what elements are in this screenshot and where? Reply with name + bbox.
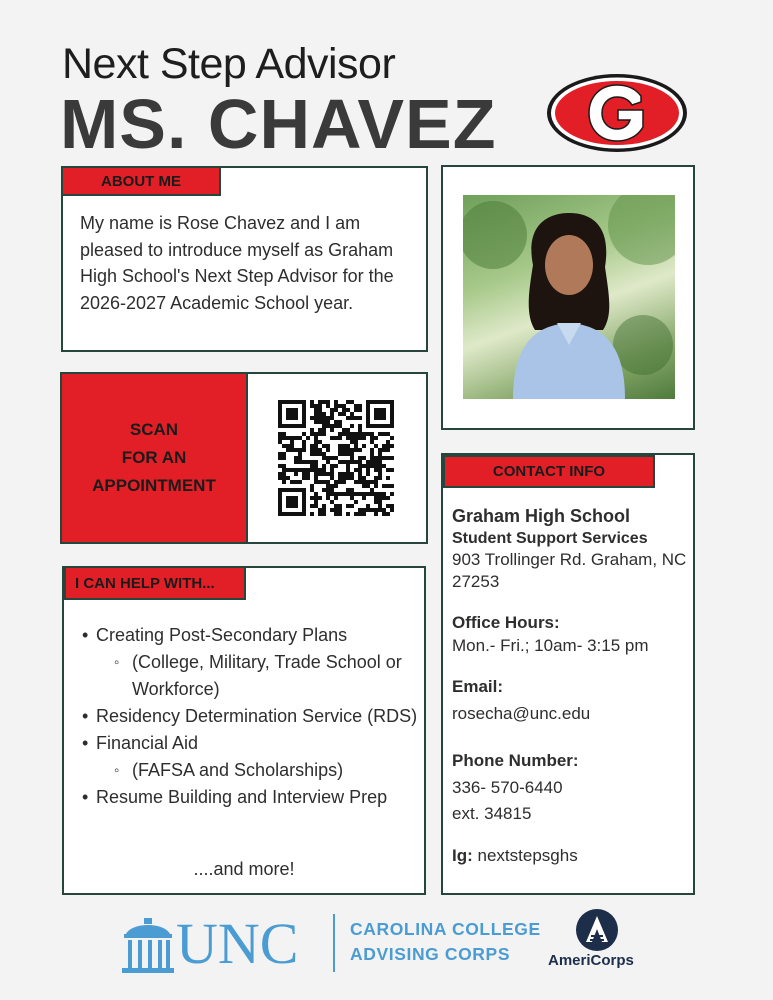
ig-label: Ig: bbox=[452, 846, 473, 865]
contact-department: Student Support Services bbox=[452, 530, 648, 547]
ccac-line-1: CAROLINA COLLEGE bbox=[350, 919, 541, 939]
list-item: ◦ (College, Military, Trade School or Workforce) bbox=[82, 649, 422, 703]
help-more: ....and more! bbox=[193, 859, 295, 879]
contact-details bbox=[452, 505, 692, 867]
americorps-icon bbox=[575, 908, 619, 952]
list-item: • Creating Post-Secondary Plans bbox=[82, 622, 422, 649]
ccac-logo bbox=[350, 917, 541, 967]
scan-line-3: APPOINTMENT bbox=[92, 476, 216, 495]
scan-line-2: FOR AN bbox=[121, 448, 187, 467]
page-title: MS. CHAVEZ bbox=[60, 85, 497, 163]
old-well-icon bbox=[122, 916, 174, 976]
scan-line-1: SCAN bbox=[129, 420, 179, 439]
unc-wordmark: UNC bbox=[176, 911, 299, 976]
photo-panel bbox=[441, 165, 695, 430]
subtitle: Next Step Advisor bbox=[62, 40, 396, 88]
contact-panel bbox=[441, 453, 695, 895]
hours-value: Mon.- Fri.; 10am- 3:15 pm bbox=[452, 636, 649, 655]
unc-logo bbox=[122, 912, 322, 976]
contact-school: Graham High School bbox=[452, 506, 631, 526]
contact-address: 903 Trollinger Rd. Graham, NC 27253 bbox=[452, 550, 687, 591]
email-link[interactable]: rosecha@unc.edu bbox=[452, 704, 591, 723]
about-label: ABOUT ME bbox=[61, 166, 221, 196]
list-item: • Residency Determination Service (RDS) bbox=[82, 703, 422, 730]
phone-label: Phone Number: bbox=[452, 751, 579, 770]
help-label: I CAN HELP WITH... bbox=[64, 566, 246, 600]
phone-ext: ext. 34815 bbox=[452, 804, 532, 823]
instagram-handle[interactable] bbox=[452, 845, 692, 867]
list-item: • Financial Aid bbox=[82, 730, 422, 757]
school-g-logo bbox=[545, 72, 689, 154]
help-list bbox=[82, 622, 422, 811]
advisor-silhouette bbox=[463, 195, 675, 399]
email-label: Email: bbox=[452, 677, 504, 696]
americorps-wordmark: AmeriCorps bbox=[548, 952, 634, 969]
about-text: My name is Rose Chavez and I am pleased to introduce myself as Graham High School's Next Step Advisor for the 2026-2027 Academic School year. bbox=[80, 213, 394, 313]
appointment-qr-code[interactable] bbox=[278, 400, 394, 516]
scan-callout bbox=[62, 374, 248, 542]
help-panel bbox=[62, 566, 426, 895]
phone-number[interactable]: 336- 570-6440 bbox=[452, 778, 563, 797]
hours-label: Office Hours: bbox=[452, 613, 560, 632]
footer-divider bbox=[333, 914, 335, 972]
scan-panel bbox=[60, 372, 428, 544]
list-item: • Resume Building and Interview Prep bbox=[82, 784, 422, 811]
contact-label: CONTACT INFO bbox=[443, 455, 655, 488]
list-item: ◦ (FAFSA and Scholarships) bbox=[82, 757, 422, 784]
ig-value: nextstepsghs bbox=[477, 846, 578, 865]
advisor-photo bbox=[463, 195, 675, 399]
ccac-line-2: ADVISING CORPS bbox=[350, 944, 511, 964]
